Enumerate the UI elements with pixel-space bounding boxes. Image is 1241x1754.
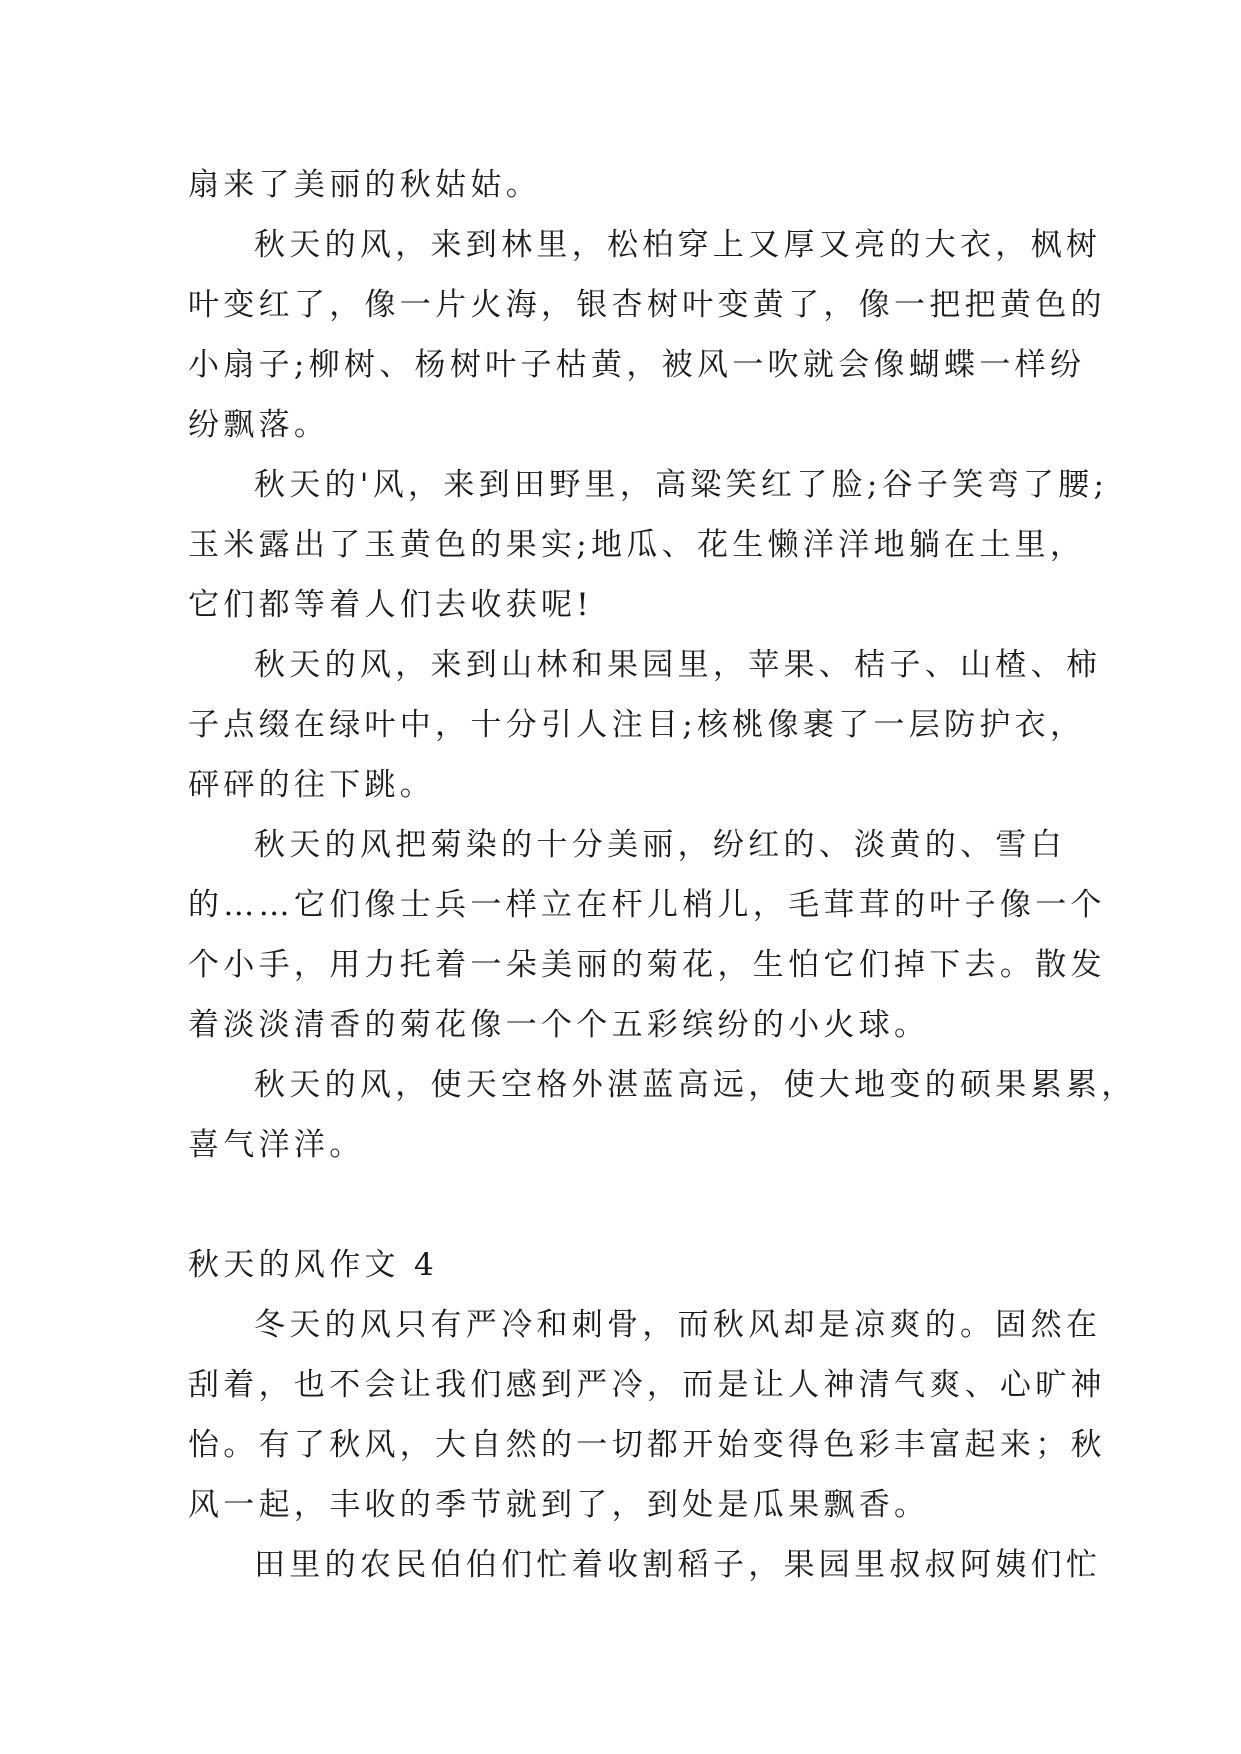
text-line: 怡。有了秋风，大自然的一切都开始变得色彩丰富起来；秋 [188, 1427, 1106, 1463]
section-title: 秋天的风作文 4 [188, 1247, 438, 1283]
text-line: 风一起，丰收的季节就到了，到处是瓜果飘香。 [188, 1487, 930, 1523]
text-line: 子点缀在绿叶中，十分引人注目;核桃像裹了一层防护衣， [188, 707, 1086, 743]
paragraph [188, 155, 1056, 215]
document-page [188, 155, 1137, 1595]
text-line: 纷飘落。 [188, 407, 330, 443]
text-line: 冬天的风只有严冷和刺骨，而秋风却是凉爽的。固然在 [254, 1307, 1102, 1343]
text-line: 刮着，也不会让我们感到严冷，而是让人神清气爽、心旷神 [188, 1367, 1106, 1403]
text-line: 秋天的风，使天空格外湛蓝高远，使大地变的硕果累累， [254, 1067, 1137, 1103]
text-line: 玉米露出了玉黄色的果实;地瓜、花生懒洋洋地躺在土里， [188, 527, 1086, 563]
paragraph [188, 635, 1102, 815]
text-line: 小扇子;柳树、杨树叶子枯黄，被风一吹就会像蝴蝶一样纷 [188, 347, 1086, 383]
paragraph [188, 215, 1106, 455]
paragraph [188, 1535, 1102, 1595]
text-line: 叶变红了，像一片火海，银杏树叶变黄了，像一把把黄色的 [188, 287, 1106, 323]
paragraph [188, 815, 1106, 1055]
text-line: 的……它们像士兵一样立在杆儿梢儿，毛茸茸的叶子像一个 [188, 887, 1106, 923]
text-line: 个小手，用力托着一朵美丽的菊花，生怕它们掉下去。散发 [188, 947, 1106, 983]
text-line: 秋天的风把菊染的十分美丽，纷红的、淡黄的、雪白 [254, 827, 1066, 863]
paragraph [188, 1295, 1106, 1535]
text-line: 秋天的风，来到山林和果园里，苹果、桔子、山楂、柿 [254, 647, 1102, 683]
paragraph [188, 1055, 1137, 1175]
text-line: 它们都等着人们去收获呢! [188, 587, 594, 623]
paragraph [188, 455, 1109, 635]
text-line: 砰砰的往下跳。 [188, 767, 436, 803]
text-line: 秋天的'风，来到田野里，高粱笑红了脸;谷子笑弯了腰; [254, 467, 1109, 503]
text-line: 田里的农民伯伯们忙着收割稻子，果园里叔叔阿姨们忙 [254, 1547, 1102, 1583]
text-line: 着淡淡清香的菊花像一个个五彩缤纷的小火球。 [188, 1007, 930, 1043]
section-heading [188, 1235, 1056, 1295]
text-line: 喜气洋洋。 [188, 1127, 365, 1163]
text-line: 秋天的风，来到林里，松柏穿上又厚又亮的大衣，枫树 [254, 227, 1102, 263]
text-line: 扇来了美丽的秋姑姑。 [188, 167, 541, 203]
